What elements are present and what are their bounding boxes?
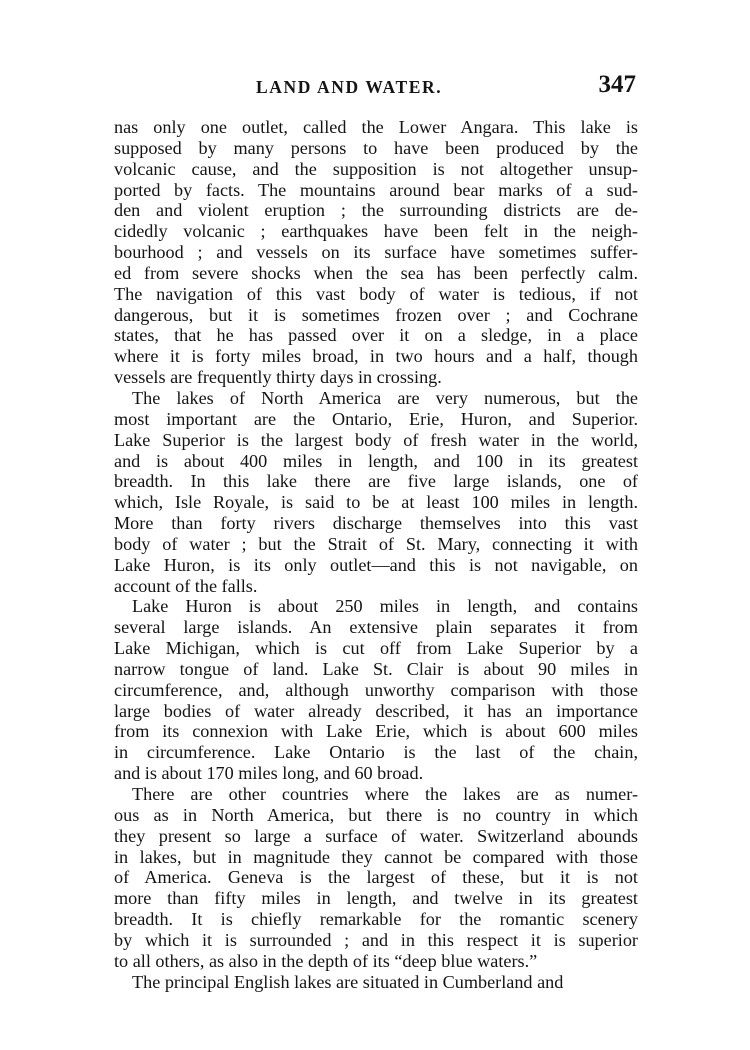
text-line: bourhood ; and vessels on its surface have sometimes suffer- — [114, 242, 638, 263]
paragraph — [114, 784, 638, 972]
text-line: most important are the Ontario, Erie, Huron, and Superior. — [114, 408, 638, 429]
text-line: breadth. In this lake there are five large islands, one of — [114, 471, 638, 492]
text-line: more than fifty miles in length, and twelve in its greatest — [114, 888, 638, 909]
text-line: Lake Michigan, which is cut off from Lake Superior by a — [114, 638, 638, 659]
text-line: Lake Huron is about 250 miles in length, and contains — [132, 596, 638, 617]
text-line: large bodies of water already described, it has an importance — [114, 700, 638, 721]
text-line: several large islands. An extensive plain separates it from — [114, 617, 638, 638]
text-line: cidedly volcanic ; earthquakes have been felt in the neigh- — [114, 221, 638, 242]
text-line: nas only one outlet, called the Lower Angara. This lake is — [114, 117, 638, 137]
text-line: of America. Geneva is the largest of these, but it is not — [114, 867, 638, 888]
text-line: states, that he has passed over it on a sledge, in a place — [114, 325, 638, 346]
body-text — [114, 117, 638, 992]
text-line: Lake Huron, is its only outlet—and this is not navigable, on — [114, 554, 638, 575]
text-line: and is about 170 miles long, and 60 broad. — [114, 763, 424, 784]
text-line: which, Isle Royale, is said to be at least 100 miles in length. — [114, 492, 638, 513]
text-line: vessels are frequently thirty days in crossing. — [114, 367, 442, 388]
text-line: they present so large a surface of water. Switzerland abounds — [114, 825, 638, 846]
text-line: ed from severe shocks when the sea has been perfectly calm. — [114, 262, 638, 283]
page-number: 347 — [598, 71, 636, 98]
text-line: body of water ; but the Strait of St. Mary, connecting it with — [114, 533, 638, 554]
text-line: where it is forty miles broad, in two hours and a half, though — [114, 346, 638, 367]
text-line: and is about 400 miles in length, and 100 in its greatest — [114, 450, 638, 471]
paragraph — [114, 117, 638, 388]
text-line: in lakes, but in magnitude they cannot be compared with those — [114, 846, 638, 867]
paragraph — [114, 388, 638, 596]
text-line: The lakes of North America are very numerous, but the — [132, 387, 638, 408]
text-line: narrow tongue of land. Lake St. Clair is about 90 miles in — [114, 658, 638, 679]
text-line: in circumference. Lake Ontario is the last of the chain, — [114, 742, 638, 763]
text-line: ous as in North America, but there is no country in which — [114, 804, 638, 825]
text-line: Lake Superior is the largest body of fresh water in the world, — [114, 429, 638, 450]
text-line: There are other countries where the lakes are as numer- — [132, 784, 638, 804]
text-line: supposed by many persons to have been produced by the — [114, 137, 638, 158]
text-line: The principal English lakes are situated in Cumberland and — [132, 971, 564, 992]
text-line: from its connexion with Lake Erie, which is about 600 miles — [114, 721, 638, 742]
text-line: breadth. It is chiefly remarkable for the romantic scenery — [114, 909, 638, 930]
text-line: volcanic cause, and the supposition is not altogether unsup- — [114, 158, 638, 179]
text-line: circumference, and, although unworthy comparison with those — [114, 679, 638, 700]
text-line: dangerous, but it is sometimes frozen over ; and Cochrane — [114, 304, 638, 325]
text-line: ported by facts. The mountains around bear marks of a sud- — [114, 179, 638, 200]
text-line: account of the falls. — [114, 575, 258, 596]
text-line: The navigation of this vast body of water is tedious, if not — [114, 283, 638, 304]
paragraph — [114, 596, 638, 784]
text-line: by which it is surrounded ; and in this respect it is superior — [114, 929, 638, 950]
text-line: den and violent eruption ; the surrounding districts are de- — [114, 200, 638, 221]
paragraph — [114, 972, 638, 993]
running-head-title: LAND AND WATER. — [256, 77, 443, 97]
text-line: to all others, as also in the depth of its “deep blue waters.” — [114, 950, 538, 971]
text-line: More than forty rivers discharge themselves into this vast — [114, 513, 638, 534]
running-head — [114, 70, 638, 102]
